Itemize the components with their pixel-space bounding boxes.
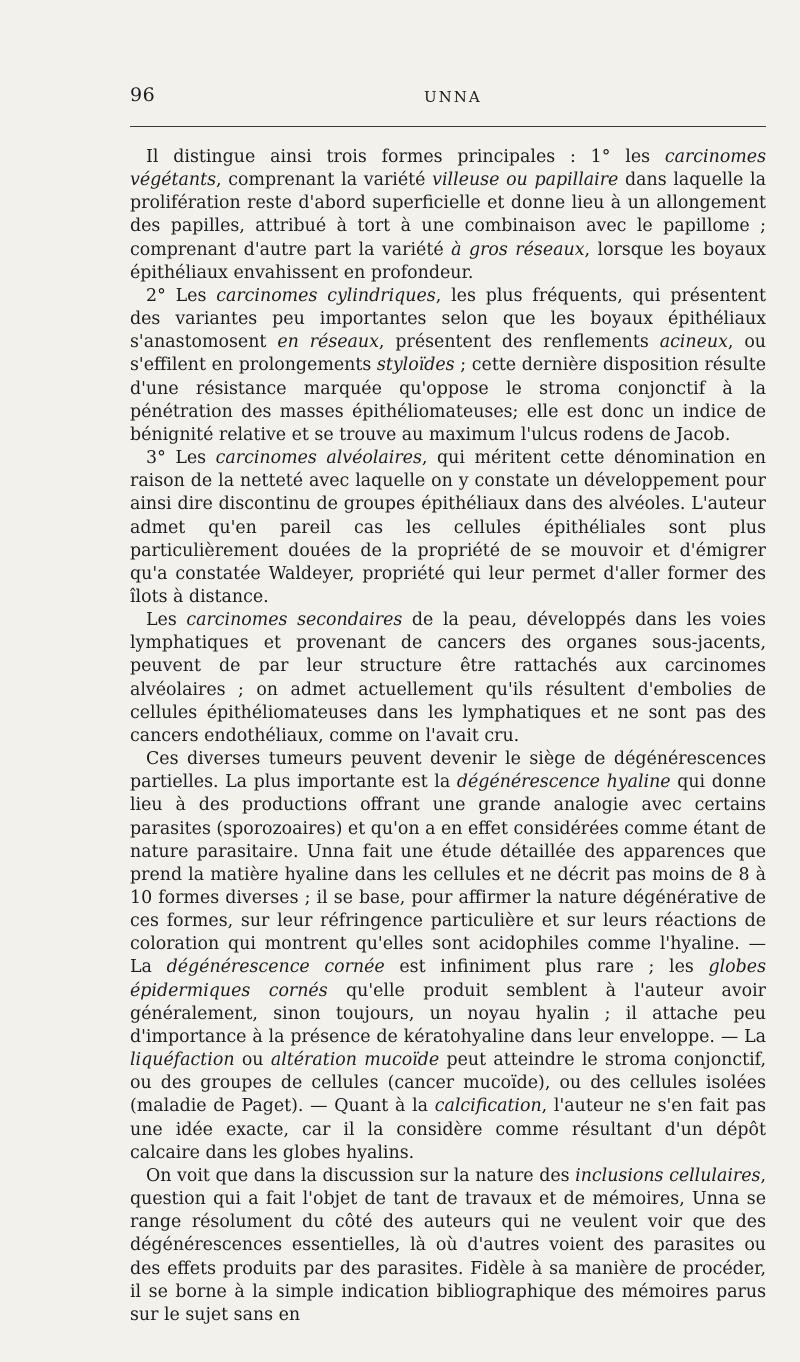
italic-term: altération mucoïde (270, 1050, 440, 1071)
italic-term: villeuse ou papillaire (432, 170, 619, 191)
paragraph (130, 146, 766, 285)
paragraph (130, 1165, 766, 1327)
italic-term: liquéfaction (130, 1050, 235, 1071)
italic-term: calcification (434, 1096, 542, 1117)
text-run: , ou s'effilent en prolongements (130, 332, 766, 376)
text-run: Ces diverses tumeurs peuvent devenir le siège de dégénérescences partielles. La plus importante est la (130, 749, 766, 793)
italic-term: dégénérescence hyaline (456, 772, 671, 793)
text-run: ; cette dernière disposition résulte d'une résistance marquée qu'oppose le stroma conjonctif à la pénétration des masses épithéliomateuses; elle est donc un indice de bénignité relative et se trouve au maximum l'ulcus rodens de Jacob. (130, 355, 766, 445)
paragraph (130, 285, 766, 447)
italic-term: carcinomes cylindriques (216, 285, 436, 306)
text-run: ou (234, 1050, 271, 1071)
text-run: 2° Les (146, 285, 217, 306)
text-run: , question qui a fait l'objet de tant de travaux et de mémoires, Unna se range résolument du côté des auteurs qui ne veulent voir que des dégénérescences essentielles, là où d'autres voient des parasites ou des effets produits par des parasites. Fidèle à sa manière de procéder, il se borne à la simple indication bibliographique des mémoires parus sur le sujet sans en (130, 1165, 766, 1325)
page-number: 96 (130, 84, 156, 106)
italic-term: globes épidermiques cornés (130, 957, 766, 1001)
text-run: 3° Les (146, 448, 216, 469)
italic-term: styloïdes (376, 355, 455, 376)
italic-term: carcinomes alvéolaires (215, 448, 422, 469)
paragraph (130, 447, 766, 609)
paragraph (130, 609, 766, 748)
text-run: dans laquelle la prolifération reste d'abord superficielle et donne lieu à un allongement des papilles, attribué à tort à une combinaison avec le papillome ; comprenant d'autre part la variété (130, 170, 766, 260)
italic-term: inclusions cellulaires (575, 1165, 761, 1186)
italic-term: en réseaux (277, 332, 379, 353)
text-run: qui donne lieu à des productions offrant une grande analogie avec certains parasites (sporozoaires) et qu'on a en effet considérées comme étant de nature parasitaire. Unna fait une étude détaillée des apparences que prend la matière hyaline dans les cellules et ne décrit pas moins de 8 à 10 formes diverses ; il se base, pour affirmer la nature dégénérative de ces formes, sur leur réfringence particulière et sur leurs réactions de coloration qui montrent qu'elles sont acidophiles comme l'hyaline. — La (130, 772, 766, 978)
running-head: UNNA (424, 88, 482, 106)
body-text (130, 146, 766, 1327)
text-run: de la peau, développés dans les voies lymphatiques et provenant de cancers des organes sous-jacents, peuvent de par leur structure être rattachés aux carcinomes alvéolaires ; on admet actuellement qu'ils résultent d'embolies de cellules épithéliomateuses dans les lymphatiques et ne sont pas des cancers endothéliaux, comme on l'avait cru. (130, 610, 766, 746)
italic-term: acineux (659, 332, 728, 353)
header-rule (130, 126, 766, 127)
italic-term: carcinomes végétants (130, 147, 766, 191)
text-run: On voit que dans la discussion sur la nature des (146, 1165, 576, 1186)
text-run: est infiniment plus rare ; les (384, 957, 709, 978)
text-run: , les plus fréquents, qui présentent des variantes peu importantes selon que les boyaux épithéliaux s'anastomosent (130, 285, 766, 353)
text-run: , lorsque les boyaux épithéliaux envahissent en profondeur. (130, 239, 766, 283)
text-run: Les (146, 610, 187, 631)
text-run: , présentent des renflements (378, 332, 660, 353)
text-run: Il distingue ainsi trois formes principales : 1° les (146, 147, 665, 167)
text-run: qu'elle produit semblent à l'auteur avoir généralement, sinon toujours, un noyau hyalin ; il attache peu d'importance à la présence de kératohyaline dans leur enveloppe. — La (130, 980, 766, 1047)
text-run: , l'auteur ne s'en fait pas une idée exacte, car il la considère comme résultant d'un dépôt calcaire dans les globes hyalins. (130, 1096, 766, 1163)
italic-term: à gros réseaux (451, 239, 585, 260)
page-header (130, 84, 766, 114)
text-run: peut atteindre le stroma conjonctif, ou des groupes de cellules (cancer mucoïde), ou des cellules isolées (maladie de Paget). — Quant à la (130, 1050, 767, 1117)
text-run: , comprenant la variété (216, 170, 433, 191)
paragraph (130, 748, 766, 1165)
italic-term: dégénérescence cornée (166, 957, 385, 978)
italic-term: carcinomes secondaires (186, 610, 403, 631)
text-run: , qui méritent cette dénomination en raison de la netteté avec laquelle on y constate un développement pour ainsi dire discontinu de groupes épithéliaux dans des alvéoles. L'auteur admet qu'en pareil cas les cellules épithéliales sont plus particulièrement douées de la propriété de se mouvoir et d'émigrer qu'a constatée Waldeyer, propriété qui leur permet d'aller former des îlots à distance. (130, 448, 767, 607)
